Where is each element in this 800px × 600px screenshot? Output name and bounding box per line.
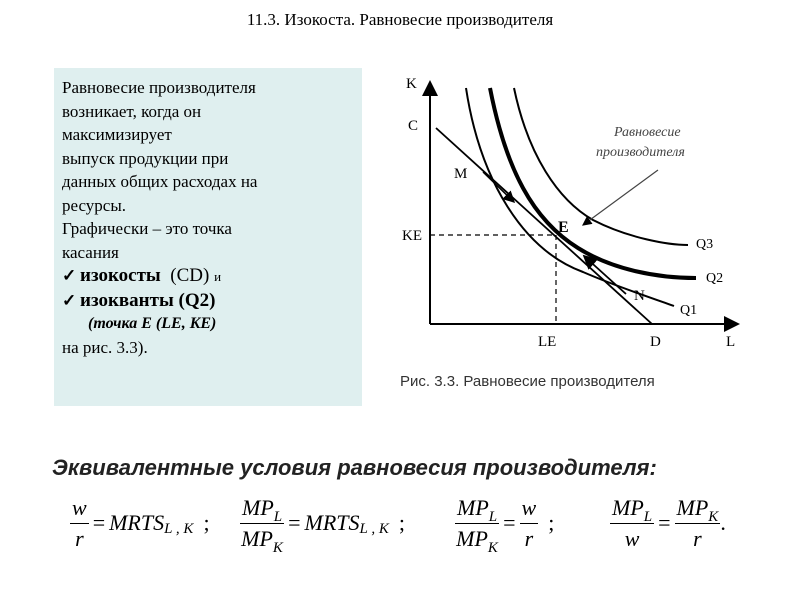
subscript-k: K [487, 539, 498, 556]
bullet-isoquant [62, 289, 354, 313]
panel-line-2: возникает, когда он [62, 101, 202, 121]
curve-q3-label: Q3 [696, 237, 714, 252]
point-le-label: LE [538, 334, 557, 350]
bullet-isocost-tail: и [214, 269, 222, 284]
annotation-line-2: производителя [596, 145, 685, 160]
subscript-k: K [708, 508, 719, 525]
mp-term: MP [242, 494, 274, 520]
slide-title: 11.3. Изокоста. Равновесие производителя [246, 10, 554, 29]
semicolon: ; [398, 510, 405, 535]
equals-sign: = [658, 510, 671, 535]
panel-line-3: максимизирует [62, 125, 172, 144]
period: . [720, 510, 726, 535]
bullet-isocost [62, 264, 354, 289]
equals-sign: = [503, 510, 516, 535]
condition-1 [70, 488, 210, 558]
panel-line-8: касания [62, 242, 119, 262]
mrts-term: MRTS [109, 510, 165, 535]
equals-sign: = [288, 510, 301, 535]
mp-term: MP [456, 525, 488, 551]
mrts-subscript: L , K [359, 520, 389, 537]
equals-sign: = [92, 510, 106, 535]
denominator-r: r [693, 525, 702, 551]
condition-3 [455, 488, 554, 558]
ratio-mpl-over-mpk [240, 494, 284, 556]
denominator-w: w [624, 525, 640, 551]
condition-2 [240, 488, 405, 558]
mp-term: MP [241, 525, 273, 551]
panel-last-line: на рис. 3.3). [62, 337, 148, 357]
curve-q2-label: Q2 [706, 271, 724, 286]
ratio-w-over-r [520, 495, 539, 552]
checkmark-icon: ✓ [62, 290, 77, 310]
subscript-l: L [273, 508, 283, 525]
semicolon: ; [548, 510, 555, 535]
panel-line-1: Равновесие производителя [62, 78, 256, 97]
annotation-arrow [583, 170, 658, 225]
checkmark-icon: ✓ [62, 266, 77, 285]
point-c-label: C [408, 118, 419, 134]
producer-equilibrium-diagram [388, 60, 758, 400]
mp-term: MP [676, 494, 709, 520]
subscript-k: K [272, 539, 283, 556]
ratio-mpl-over-mpk [455, 494, 499, 556]
point-e-label: E [558, 219, 569, 236]
arrow-m-to-e [483, 172, 514, 202]
denominator-r: r [524, 525, 534, 551]
condition-4 [610, 488, 726, 558]
bullet-isocost-term: изокосты [80, 265, 161, 286]
ratio-w-over-r [70, 495, 89, 552]
numerator-w: w [70, 495, 89, 524]
annotation-line-1: Равновесие [614, 125, 681, 140]
axis-l-label: L [726, 334, 736, 350]
subscript-l: L [643, 508, 653, 525]
subscript-l: L [488, 508, 498, 525]
equilibrium-conditions [70, 488, 790, 558]
panel-line-5: данных общих расходах на [62, 172, 258, 191]
curve-q1-label: Q1 [680, 303, 698, 318]
axis-k-label: K [406, 76, 417, 92]
mrts-term: MRTS [304, 510, 360, 535]
semicolon: ; [203, 510, 210, 535]
point-e-coordinates: (точка E (LE, KE) [88, 315, 217, 332]
point-n-label: N [634, 288, 645, 304]
figure-caption: Рис. 3.3. Равновесие производителя [400, 373, 655, 390]
panel-line-4: выпуск продукции при [62, 148, 229, 168]
numerator-w: w [520, 495, 539, 524]
ratio-mpl-over-w [610, 495, 654, 552]
point-m-label: M [454, 166, 468, 182]
mrts-subscript: L , K [164, 520, 194, 537]
bullet-isocost-paren: (CD) [170, 265, 210, 286]
denominator-r: r [75, 525, 84, 551]
point-d-label: D [650, 334, 661, 350]
definition-panel [54, 68, 362, 406]
panel-line-7: Графически – это точка [62, 219, 232, 238]
conditions-title: Эквивалентные условия равновесия производителя: [52, 455, 657, 480]
mp-term: MP [612, 494, 644, 520]
ratio-mpk-over-r [675, 495, 721, 552]
panel-line-6: ресурсы. [62, 195, 127, 215]
mp-term: MP [457, 494, 489, 520]
bullet-isoquant-term: изокванты (Q2) [80, 289, 216, 311]
point-ke-label: KE [402, 228, 422, 244]
